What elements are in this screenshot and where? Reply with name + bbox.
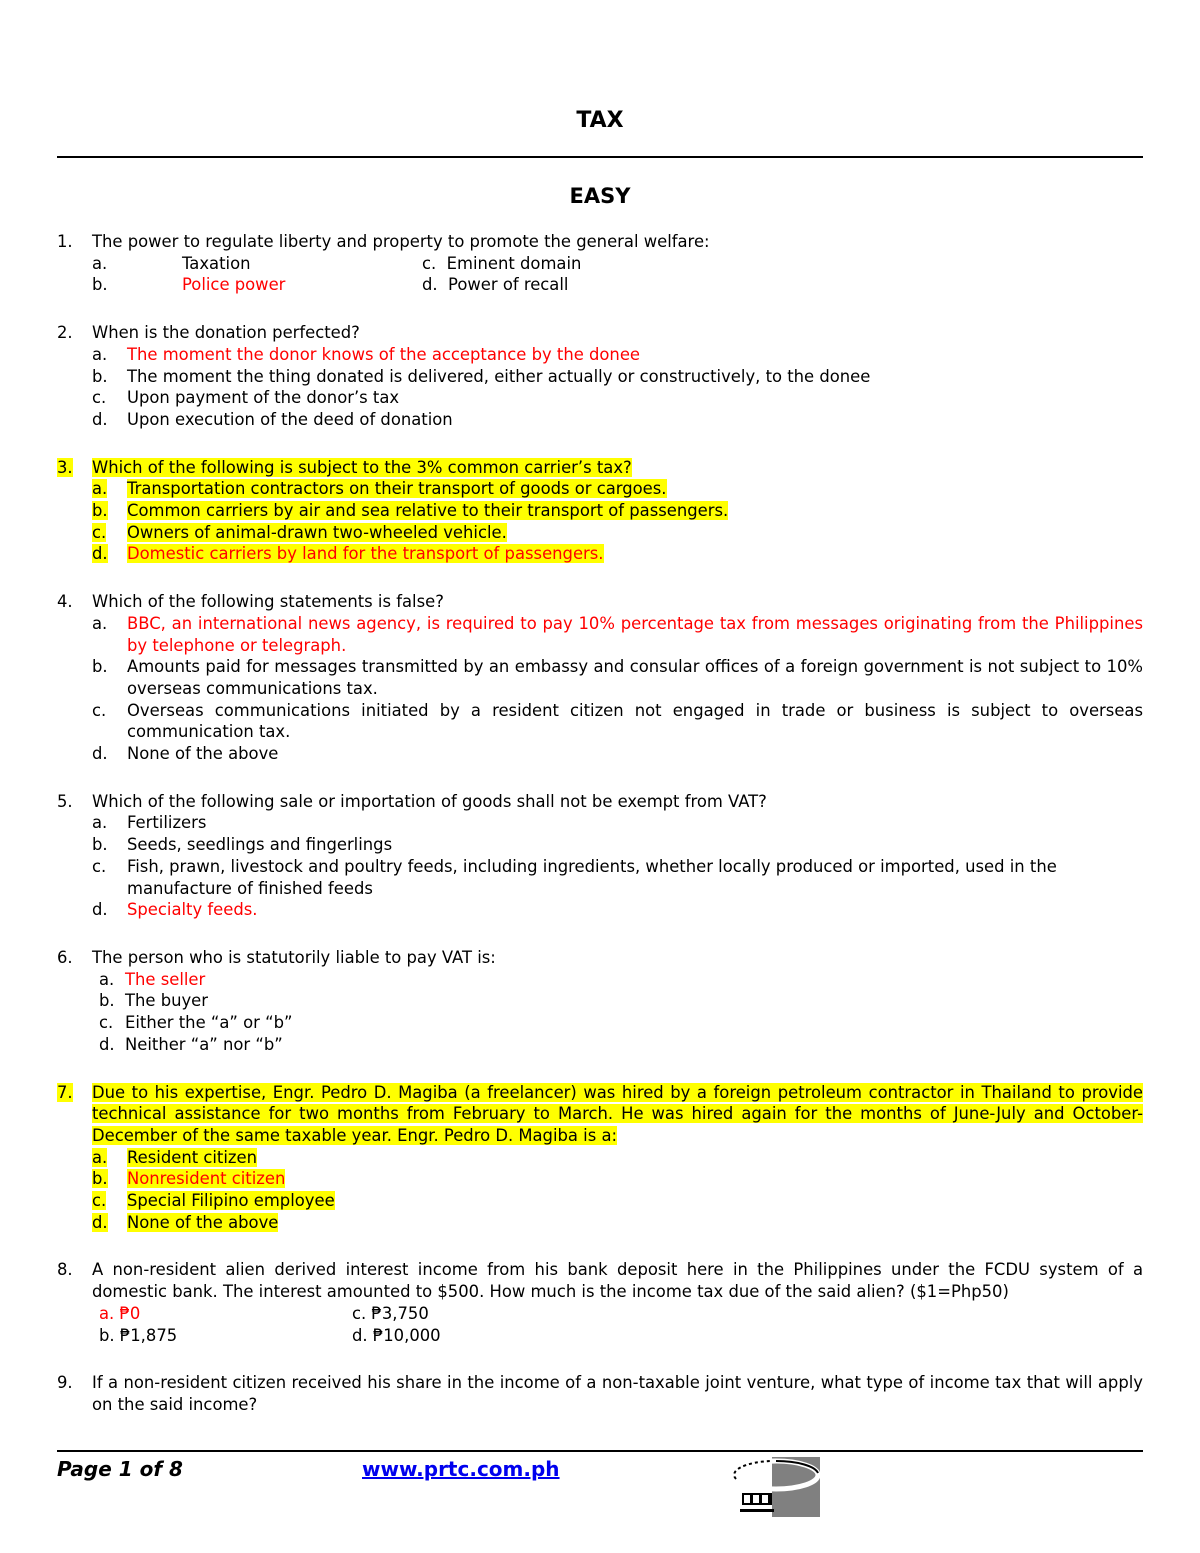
choice-letter: a.: [92, 344, 108, 364]
section-title: EASY: [569, 184, 631, 208]
choice-letter: a.: [92, 253, 108, 273]
question-number: 7.: [57, 1082, 73, 1102]
choice-letter: b.: [92, 1169, 108, 1189]
choice-text: c. ₱3,750: [352, 1303, 429, 1323]
choice-letter: c.: [92, 1191, 107, 1211]
question-number: 2.: [57, 323, 73, 343]
choice-c: [92, 1190, 1143, 1212]
choice-d: [92, 743, 1143, 765]
question-stem: A non-resident alien derived interest income from his bank deposit here in the Philippines under the FCDU system of a domestic bank. The interest amounted to $500. How much is the income tax due of the said alien? ($1=Php50): [92, 1260, 1143, 1302]
choice-c: [92, 856, 1143, 899]
choice-b: [92, 656, 1143, 699]
choice-b: [92, 834, 1143, 856]
choice-letter: d.: [99, 1034, 115, 1054]
choice-d: [99, 1034, 1143, 1056]
question-stem: Due to his expertise, Engr. Pedro D. Magiba (a freelancer) was hired by a foreign petroleum contractor in Thailand to provide technical assistance for two months from February to March. He was hired again for the months of June-July and October-December of the same taxable year. Engr. Pedro D. Magiba is a:: [92, 1082, 1143, 1145]
choice-letter: c.: [92, 522, 107, 542]
choice-letter: a.: [92, 813, 108, 833]
choice-letter: b.: [92, 835, 108, 855]
choice-text: None of the above: [127, 1212, 279, 1232]
prtc-logo: [730, 1453, 820, 1517]
question-number: 8.: [57, 1260, 73, 1280]
question-stem: Which of the following is subject to the 3% common carrier’s tax?: [92, 457, 632, 477]
question-stem: The person who is statutorily liable to pay VAT is:: [92, 947, 496, 967]
choice-list: [92, 812, 1143, 921]
choice-text: Upon execution of the deed of donation: [127, 409, 453, 429]
question-5: [57, 791, 1143, 921]
choice-list: [92, 1147, 1143, 1234]
page-number: Page 1 of 8: [57, 1457, 183, 1481]
choice-grid: [92, 253, 1143, 296]
choice-text: Owners of animal-drawn two-wheeled vehicle.: [127, 522, 507, 542]
choice-text: [422, 274, 1143, 296]
correct-answer: The seller: [125, 969, 206, 989]
correct-answer: BBC, an international news agency, is required to pay 10% percentage tax from messages originating from the Philippines by telephone or telegraph.: [127, 613, 1143, 655]
choice-b: [99, 990, 1143, 1012]
choice-list: [99, 969, 1143, 1056]
choice-text: Transportation contractors on their transport of goods or cargoes.: [127, 479, 667, 499]
correct-answer: Domestic carriers by land for the transport of passengers.: [127, 544, 604, 564]
choice-letter: a.: [99, 969, 115, 989]
choice-letter: d.: [422, 275, 438, 295]
header-rule: [57, 156, 1143, 158]
question-8: [57, 1259, 1143, 1346]
choice-text-label: Power of recall: [448, 275, 569, 295]
question-stem: When is the donation perfected?: [92, 323, 360, 343]
choice-text: Special Filipino employee: [127, 1191, 335, 1211]
choice-grid: [99, 1303, 1143, 1346]
choice-text: Either the “a” or “b”: [125, 1013, 293, 1033]
choice-a: [92, 478, 1143, 500]
correct-answer: Nonresident citizen: [127, 1169, 286, 1189]
question-number: 5.: [57, 791, 73, 811]
choice-letter: c.: [422, 253, 437, 273]
choice-text: Overseas communications initiated by a resident citizen not engaged in trade or business is subject to overseas communication tax.: [127, 700, 1143, 742]
choice-letter: a.: [92, 1147, 108, 1167]
choice-letter: d.: [92, 1212, 108, 1232]
choice-b: [92, 366, 1143, 388]
correct-answer: a. ₱0: [99, 1303, 141, 1323]
choice-letter: c.: [92, 856, 107, 876]
question-9: [57, 1372, 1143, 1415]
choice-text: The moment the thing donated is delivered, either actually or constructively, to the donee: [127, 366, 871, 386]
choice-d: [92, 409, 1143, 431]
footer-rule: [57, 1450, 1143, 1452]
choice-letter: a.: [92, 613, 108, 633]
choice-letter: c.: [92, 388, 107, 408]
choice-text: Neither “a” nor “b”: [125, 1034, 283, 1054]
choice-text: The buyer: [125, 991, 209, 1011]
question-7: [57, 1082, 1143, 1234]
choice-letter: b.: [92, 275, 108, 295]
question-stem: If a non-resident citizen received his share in the income of a non-taxable joint venture, what type of income tax that will apply on the said income?: [92, 1373, 1143, 1414]
website-link[interactable]: www.prtc.com.ph: [362, 1457, 560, 1481]
correct-answer: The moment the donor knows of the acceptance by the donee: [127, 344, 640, 364]
question-stem: Which of the following sale or importation of goods shall not be exempt from VAT?: [92, 791, 767, 811]
choice-letter: d.: [92, 744, 108, 764]
choice-d: [92, 1212, 1143, 1234]
question-6: [57, 947, 1143, 1056]
correct-answer: Specialty feeds.: [127, 900, 258, 920]
choice-text: [422, 253, 1143, 275]
choice-a: [99, 969, 1143, 991]
choice-d: [92, 899, 1143, 921]
choice-text: Amounts paid for messages transmitted by an embassy and consular offices of a foreign government is not subject to 10% overseas communications tax.: [127, 657, 1143, 698]
choice-c: [92, 387, 1143, 409]
choice-list: [92, 478, 1143, 565]
choice-letter: c.: [99, 1013, 114, 1033]
choice-letter: d.: [92, 900, 108, 920]
choice-b: [92, 500, 1143, 522]
choice-text: Fish, prawn, livestock and poultry feeds, including ingredients, whether locally produced or imported, used in the manufacture of finished feeds: [127, 856, 1057, 898]
question-4: [57, 591, 1143, 765]
choice-letter: b.: [92, 657, 108, 677]
choice-list: [92, 344, 1143, 431]
choice-d: [92, 543, 1143, 565]
choice-a: [92, 613, 1143, 656]
question-number: 6.: [57, 947, 73, 967]
question-3: [57, 457, 1143, 566]
choice-text: Upon payment of the donor’s tax: [127, 388, 400, 408]
choice-text: b. ₱1,875: [99, 1325, 178, 1345]
choice-c: [92, 700, 1143, 743]
choice-text: Common carriers by air and sea relative to their transport of passengers.: [127, 501, 729, 521]
choice-list: [92, 613, 1143, 765]
question-number: 4.: [57, 592, 73, 612]
choice-text: Seeds, seedlings and fingerlings: [127, 835, 393, 855]
question-number: 9.: [57, 1373, 73, 1393]
question-stem: The power to regulate liberty and property to promote the general welfare:: [92, 232, 710, 251]
document-title: TAX: [576, 108, 624, 133]
question-number: 1.: [57, 232, 73, 251]
choice-b: [92, 1168, 1143, 1190]
choice-a: [92, 1147, 1143, 1169]
choice-text: Resident citizen: [127, 1147, 257, 1167]
choice-a: [92, 344, 1143, 366]
question-1: [57, 231, 1143, 296]
question-2: [57, 322, 1143, 431]
choice-c: [92, 522, 1143, 544]
choice-text-label: Eminent domain: [446, 253, 582, 273]
choice-letter: d.: [92, 409, 108, 429]
correct-answer: Police power: [182, 275, 286, 295]
question-list: [57, 231, 1143, 1442]
choice-letter: a.: [92, 479, 108, 499]
choice-letter: b.: [99, 991, 115, 1011]
choice-a: [92, 812, 1143, 834]
choice-letter: c.: [92, 700, 107, 720]
question-stem: Which of the following statements is false?: [92, 592, 444, 612]
choice-letter: d.: [92, 544, 108, 564]
question-number: 3.: [57, 457, 73, 477]
choice-text: None of the above: [127, 744, 279, 764]
choice-c: [99, 1012, 1143, 1034]
choice-letter: b.: [92, 366, 108, 386]
choice-text: d. ₱10,000: [352, 1325, 441, 1345]
choice-text: Fertilizers: [127, 813, 207, 833]
choice-text: Taxation: [182, 253, 251, 273]
choice-letter: b.: [92, 501, 108, 521]
